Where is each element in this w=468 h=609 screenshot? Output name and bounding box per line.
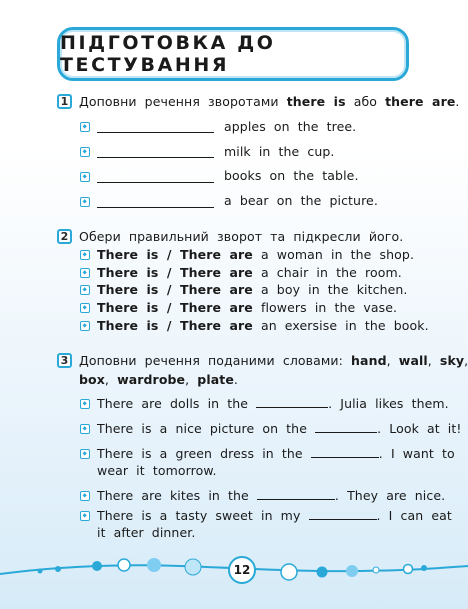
task-2-item-text: flowers in the vase.: [260, 300, 398, 315]
task-2-item-4: [97, 300, 397, 316]
bullet-icon: [80, 285, 90, 295]
bullet-icon: [80, 511, 90, 521]
answer-blank[interactable]: [97, 146, 214, 158]
bullet-icon: [80, 172, 90, 182]
task-1-option-1: there is: [286, 94, 346, 109]
task-2-item-3: [97, 282, 408, 298]
choice-there-is-there-are[interactable]: There is / There are: [97, 318, 253, 333]
task-1-prompt-end: .: [455, 94, 460, 109]
bullet-icon: [80, 321, 90, 331]
answer-blank[interactable]: [256, 396, 328, 408]
task-3-prompt-text: Доповни речення поданими словами:: [79, 353, 343, 368]
sentence-end: . I can eat: [376, 508, 452, 523]
task-3-item-3-cont: wear it tomorrow.: [97, 463, 217, 478]
sentence-end: . I want to: [378, 446, 455, 461]
task-1-prompt-middle: або: [353, 94, 378, 109]
task-3-item-2: [97, 421, 462, 437]
word-sky: sky: [439, 353, 465, 368]
sentence-start: There is a tasty sweet in my: [97, 508, 301, 523]
answer-blank[interactable]: [257, 488, 335, 500]
task-1-prompt-text: Доповни речення зворотами: [79, 94, 279, 109]
word-hand: hand: [351, 353, 387, 368]
word-wardrobe: wardrobe: [117, 372, 186, 387]
task-1-item-2: milk in the cup.: [224, 144, 335, 159]
sentence-end: . Julia likes them.: [328, 396, 449, 411]
answer-blank[interactable]: [97, 196, 214, 208]
task-2-item-text: an exersise in the book.: [260, 318, 429, 333]
bullet-icon: [80, 491, 90, 501]
sentence-start: There are kites in the: [97, 488, 249, 503]
bullet-icon: [80, 399, 90, 409]
bullet-icon: [80, 250, 90, 260]
sentence-start: There is a nice picture on the: [97, 421, 307, 436]
bullet-icon: [80, 197, 90, 207]
sentence-start: There is a green dress in the: [97, 446, 303, 461]
choice-there-is-there-are[interactable]: There is / There are: [97, 247, 253, 262]
bullet-icon: [80, 122, 90, 132]
task-3-item-4: [97, 488, 445, 504]
task-1-number: 1: [57, 94, 72, 109]
answer-blank[interactable]: [315, 421, 377, 433]
answer-blank[interactable]: [309, 508, 377, 520]
title-frame: [57, 27, 409, 81]
choice-there-is-there-are[interactable]: There is / There are: [97, 300, 253, 315]
word-wall: wall: [398, 353, 428, 368]
bullet-icon: [80, 303, 90, 313]
task-2-prompt: Обери правильний зворот та підкресли його.: [79, 229, 404, 244]
bullet-icon: [80, 268, 90, 278]
bullet-icon: [80, 424, 90, 434]
word-box: box: [79, 372, 105, 387]
sentence-start: There are dolls in the: [97, 396, 249, 411]
answer-blank[interactable]: [311, 446, 379, 458]
task-3-item-5: [97, 508, 452, 524]
task-3-item-3: [97, 446, 455, 462]
task-3-item-5-cont: it after dinner.: [97, 525, 196, 540]
task-1-option-2: there are: [385, 94, 456, 109]
choice-there-is-there-are[interactable]: There is / There are: [97, 265, 253, 280]
task-3-prompt-line-2: box, wardrobe, plate.: [79, 372, 238, 387]
task-2-item-2: [97, 265, 402, 281]
answer-blank[interactable]: [97, 121, 214, 133]
answer-blank[interactable]: [97, 171, 214, 183]
word-plate: plate: [197, 372, 234, 387]
bullet-icon: [80, 449, 90, 459]
task-2-item-text: a woman in the shop.: [260, 247, 415, 262]
task-1-item-3: books on the table.: [224, 168, 359, 183]
task-1-item-1: apples on the tree.: [224, 119, 357, 134]
task-2-item-text: a boy in the kitchen.: [260, 282, 408, 297]
task-3-item-1: [97, 396, 449, 412]
task-3-number: 3: [57, 353, 72, 368]
task-2-item-text: a chair in the room.: [260, 265, 402, 280]
task-1-item-4: a bear on the picture.: [224, 193, 378, 208]
task-2-item-1: [97, 247, 414, 263]
sentence-end: . They are nice.: [334, 488, 446, 503]
choice-there-is-there-are[interactable]: There is / There are: [97, 282, 253, 297]
task-3-prompt: Доповни речення поданими словами: hand, wall, sky,: [79, 353, 468, 368]
bullet-icon: [80, 147, 90, 157]
page-number: 12: [228, 556, 256, 584]
task-1-prompt: [79, 94, 460, 110]
task-2-number: 2: [57, 229, 72, 244]
page-title: ПІДГОТОВКА ДО ТЕСТУВАННЯ: [60, 32, 276, 76]
task-2-item-5: [97, 318, 429, 334]
sentence-end: . Look at it!: [377, 421, 462, 436]
